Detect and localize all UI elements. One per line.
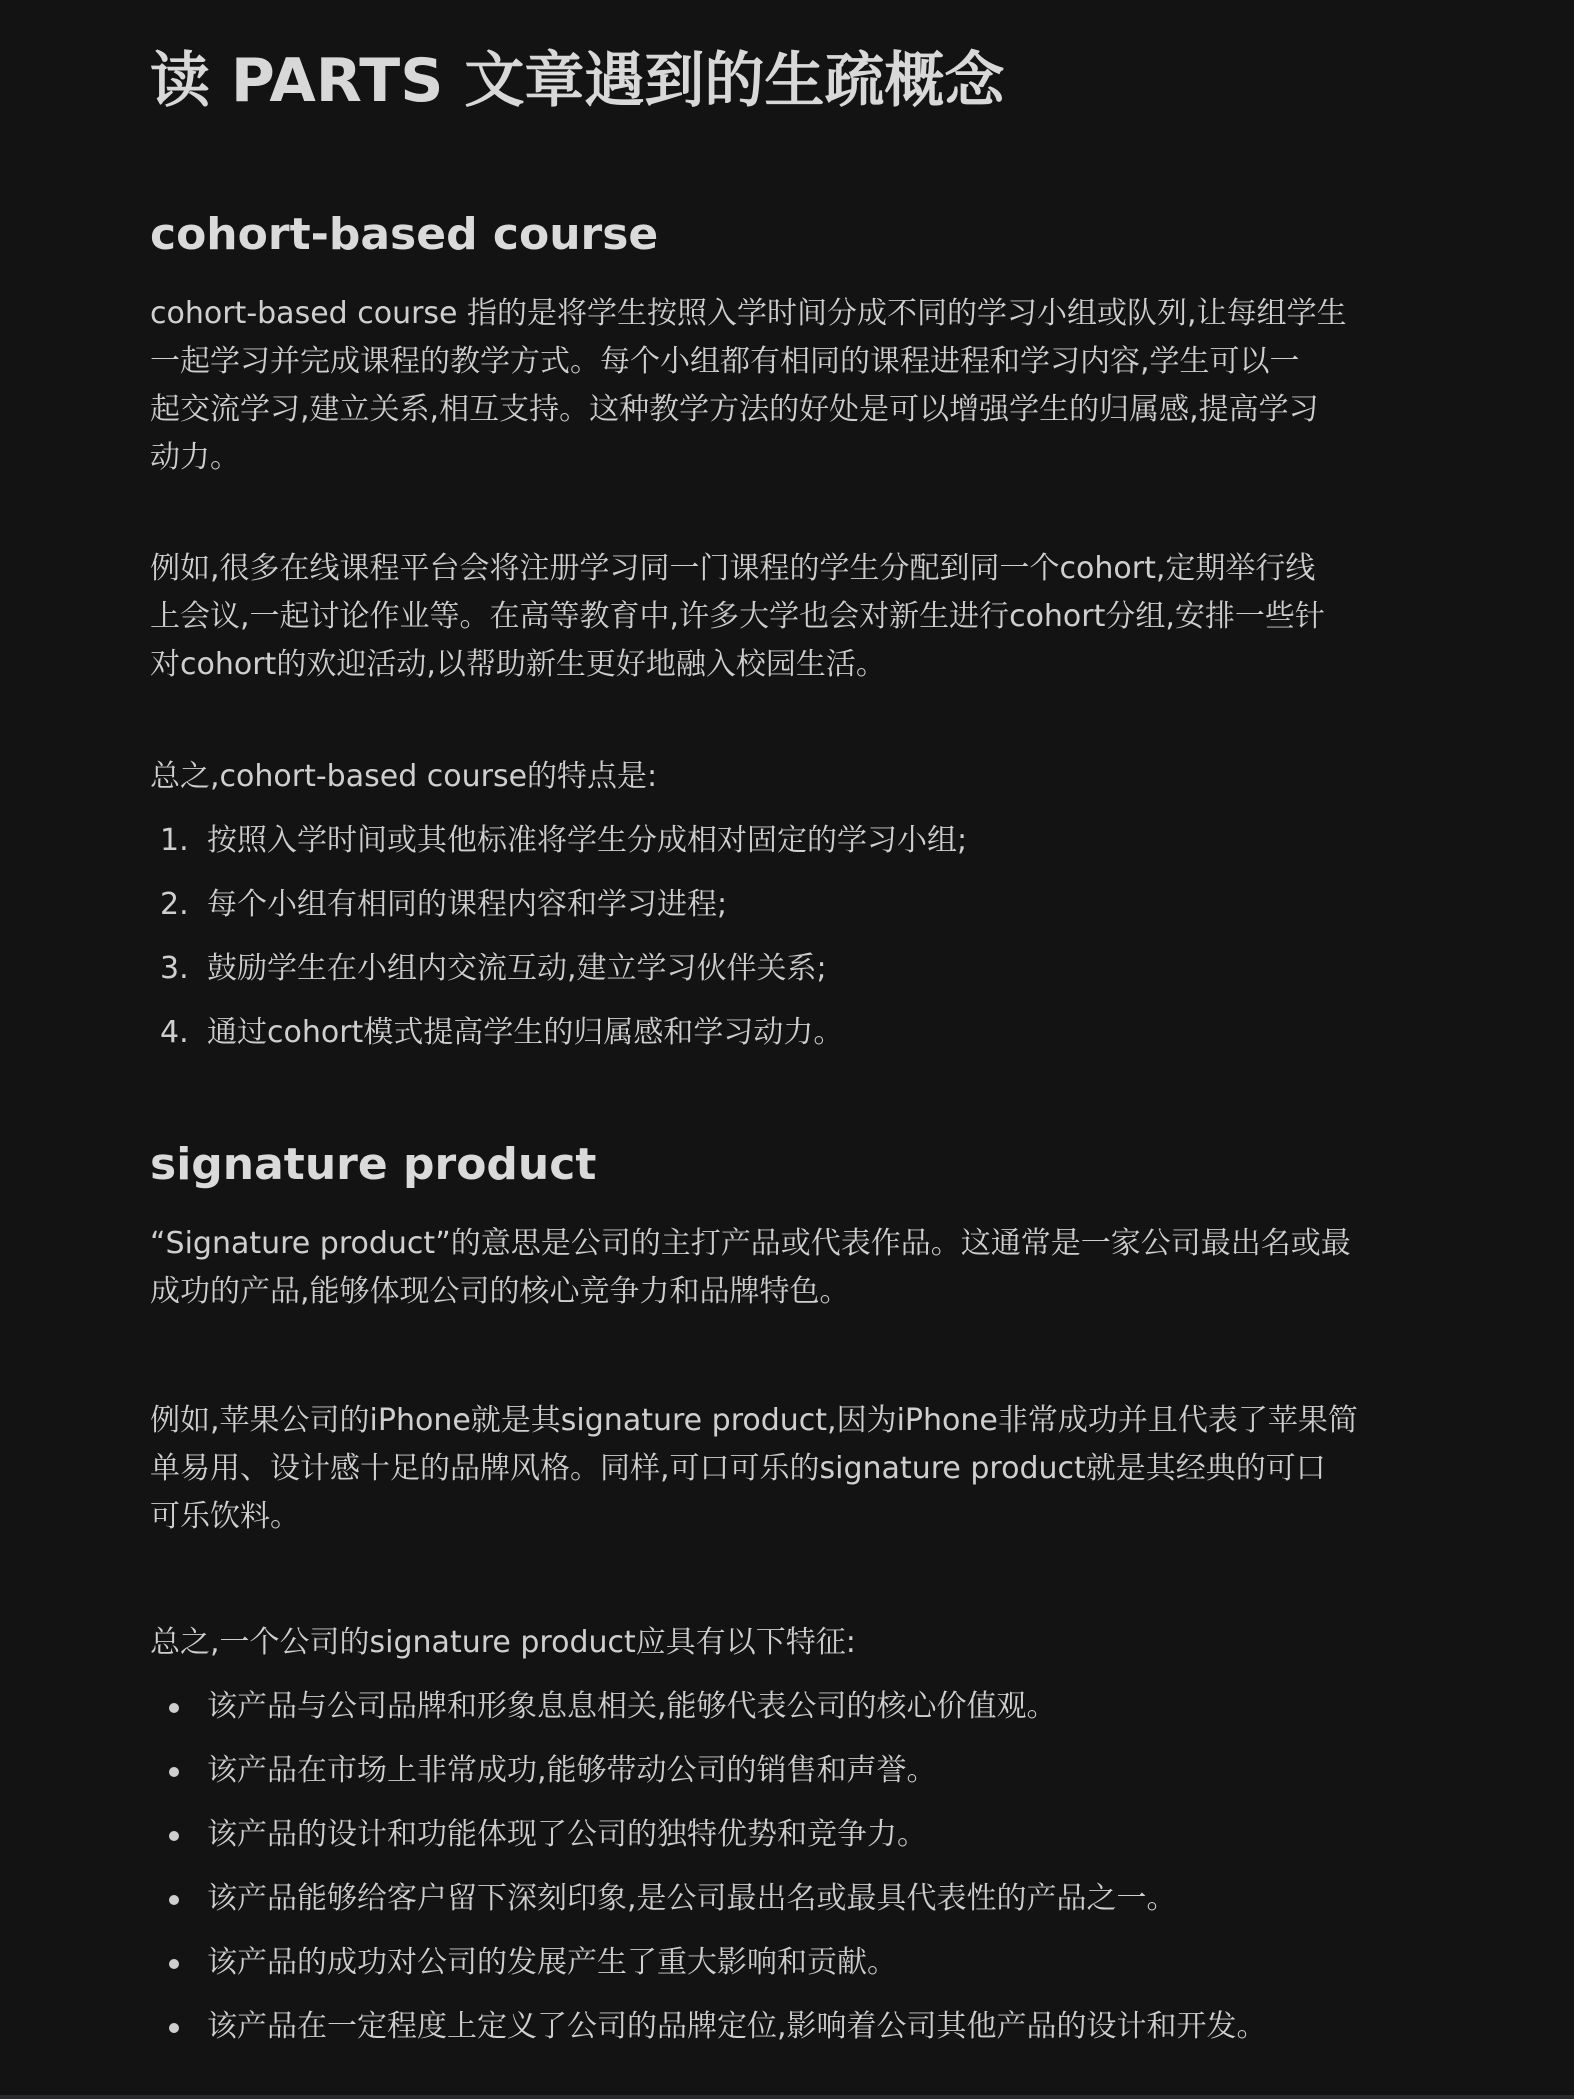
list-item-text: 该产品的成功对公司的发展产生了重大影响和贡献。 bbox=[207, 1945, 897, 1980]
text-line: 总之,一个公司的signature product应具有以下特征: bbox=[150, 1625, 856, 1660]
list-item bbox=[150, 2003, 1430, 2067]
text-line: 可乐饮料。 bbox=[150, 1499, 300, 1534]
bullet-icon bbox=[169, 1767, 179, 1777]
list-item-text: 该产品能够给客户留下深刻印象,是公司最出名或最具代表性的产品之一。 bbox=[207, 1881, 1177, 1916]
list-item bbox=[150, 881, 1430, 945]
list-item bbox=[150, 1939, 1430, 2003]
list-item-text: 按照入学时间或其他标准将学生分成相对固定的学习小组; bbox=[207, 823, 968, 858]
text-line: cohort-based course 指的是将学生按照入学时间分成不同的学习小组或队列,让每组学生 bbox=[150, 296, 1347, 331]
text-line: 例如,苹果公司的iPhone就是其signature product,因为iPhone非常成功并且代表了苹果简 bbox=[150, 1403, 1358, 1438]
text-line: 单易用、设计感十足的品牌风格。同样,可口可乐的signature product就是其经典的可口 bbox=[150, 1451, 1326, 1486]
list-item-text: 通过cohort模式提高学生的归属感和学习动力。 bbox=[207, 1015, 844, 1050]
list-item bbox=[150, 817, 1430, 881]
list-item-text: 鼓励学生在小组内交流互动,建立学习伙伴关系; bbox=[207, 951, 827, 986]
bullet-icon bbox=[169, 1703, 179, 1713]
bottom-divider bbox=[0, 2095, 1574, 2099]
bullet-icon bbox=[169, 2023, 179, 2033]
cohort-definition-paragraph bbox=[150, 290, 1430, 482]
text-line: 一起学习并完成课程的教学方式。每个小组都有相同的课程进程和学习内容,学生可以一 bbox=[150, 344, 1300, 379]
list-item-text: 该产品与公司品牌和形象息息相关,能够代表公司的核心价值观。 bbox=[207, 1689, 1057, 1724]
bullet-icon bbox=[169, 1831, 179, 1841]
section-heading-signature-product: signature product bbox=[150, 1139, 597, 1190]
text-line: “Signature product”的意思是公司的主打产品或代表作品。这通常是一家公司最出名或最 bbox=[150, 1226, 1351, 1261]
text-line: 动力。 bbox=[150, 440, 240, 475]
list-item bbox=[150, 1875, 1430, 1939]
list-item-text: 每个小组有相同的课程内容和学习进程; bbox=[207, 887, 728, 922]
text-line: 对cohort的欢迎活动,以帮助新生更好地融入校园生活。 bbox=[150, 647, 886, 682]
cohort-example-paragraph bbox=[150, 545, 1430, 689]
list-item bbox=[150, 1811, 1430, 1875]
bullet-icon bbox=[169, 1895, 179, 1905]
signature-summary-paragraph bbox=[150, 1619, 1430, 1667]
list-item-text: 该产品在市场上非常成功,能够带动公司的销售和声誉。 bbox=[207, 1753, 937, 1788]
list-item bbox=[150, 945, 1430, 1009]
bullet-icon bbox=[169, 1959, 179, 1969]
text-line: 总之,cohort-based course的特点是: bbox=[150, 759, 658, 794]
signature-features-list bbox=[150, 1683, 1430, 2067]
list-number: 1. bbox=[160, 823, 189, 858]
text-line: 上会议,一起讨论作业等。在高等教育中,许多大学也会对新生进行cohort分组,安排一些针 bbox=[150, 599, 1325, 634]
section-heading-cohort: cohort-based course bbox=[150, 209, 659, 260]
list-item-text: 该产品在一定程度上定义了公司的品牌定位,影响着公司其他产品的设计和开发。 bbox=[207, 2009, 1267, 2044]
text-line: 例如,很多在线课程平台会将注册学习同一门课程的学生分配到同一个cohort,定期举行线 bbox=[150, 551, 1316, 586]
list-number: 3. bbox=[160, 951, 189, 986]
list-number: 4. bbox=[160, 1015, 189, 1050]
list-item bbox=[150, 1009, 1430, 1073]
text-line: 起交流学习,建立关系,相互支持。这种教学方法的好处是可以增强学生的归属感,提高学习 bbox=[150, 392, 1319, 427]
cohort-features-list bbox=[150, 817, 1430, 1073]
list-item-text: 该产品的设计和功能体现了公司的独特优势和竞争力。 bbox=[207, 1817, 927, 1852]
cohort-summary-paragraph bbox=[150, 753, 1430, 801]
signature-definition-paragraph bbox=[150, 1220, 1430, 1316]
signature-example-paragraph bbox=[150, 1397, 1430, 1541]
list-number: 2. bbox=[160, 887, 189, 922]
page-title: 读 PARTS 文章遇到的生疏概念 bbox=[150, 46, 1005, 116]
text-line: 成功的产品,能够体现公司的核心竞争力和品牌特色。 bbox=[150, 1274, 850, 1309]
list-item bbox=[150, 1683, 1430, 1747]
list-item bbox=[150, 1747, 1430, 1811]
